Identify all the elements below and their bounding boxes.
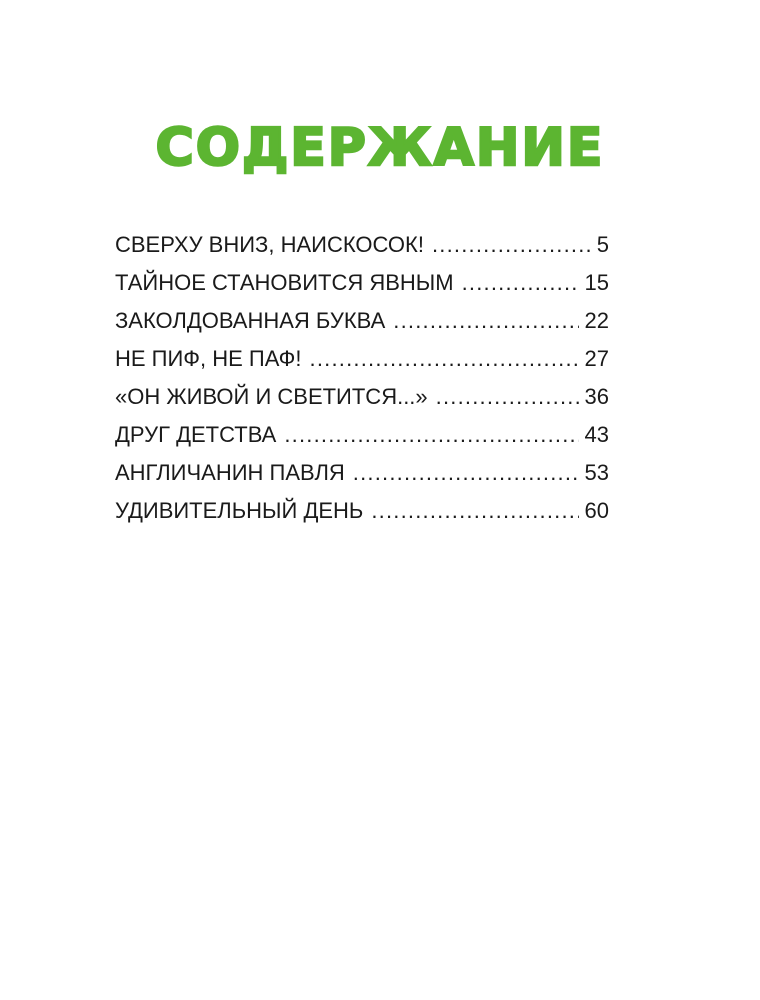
toc-entry	[115, 226, 609, 264]
toc-entry	[115, 340, 609, 378]
toc-leader-dots	[462, 264, 579, 302]
toc-entry-title: ТАЙНОЕ СТАНОВИТСЯ ЯВНЫМ	[115, 270, 454, 295]
toc-entry	[115, 378, 609, 416]
toc-leader-dots	[284, 416, 578, 454]
toc-page-number: 15	[584, 270, 609, 295]
toc-page-number: 53	[584, 460, 609, 485]
toc-leader-dots	[353, 454, 579, 492]
toc-page-number: 27	[584, 346, 609, 371]
toc-entry	[115, 454, 609, 492]
toc-page-number: 60	[584, 498, 609, 523]
toc-entry-title: ЗАКОЛДОВАННАЯ БУКВА	[115, 308, 386, 333]
toc-entry	[115, 302, 609, 340]
toc-leader-dots	[436, 378, 579, 416]
page-title: СОДЕРЖАНИЕ	[155, 118, 605, 178]
toc-page-number: 22	[584, 308, 609, 333]
toc-entry	[115, 492, 609, 530]
toc-leader-dots	[371, 492, 578, 530]
toc-leader-dots	[310, 340, 579, 378]
toc-leader-dots	[393, 302, 578, 340]
toc-entry-title: УДИВИТЕЛЬНЫЙ ДЕНЬ	[115, 498, 364, 523]
toc-leader-dots	[432, 226, 591, 264]
toc-entry-title: АНГЛИЧАНИН ПАВЛЯ	[115, 460, 345, 485]
toc-page-number: 43	[584, 422, 609, 447]
table-of-contents	[115, 226, 609, 530]
toc-page-number: 5	[596, 232, 609, 257]
toc-entry-title: ДРУГ ДЕТСТВА	[115, 422, 277, 447]
toc-entry	[115, 264, 609, 302]
toc-entry-title: НЕ ПИФ, НЕ ПАФ!	[115, 346, 302, 371]
toc-entry	[115, 416, 609, 454]
toc-entry-title: СВЕРХУ ВНИЗ, НАИСКОСОК!	[115, 232, 424, 257]
toc-page-number: 36	[584, 384, 609, 409]
toc-entry-title: «ОН ЖИВОЙ И СВЕТИТСЯ...»	[115, 384, 428, 409]
